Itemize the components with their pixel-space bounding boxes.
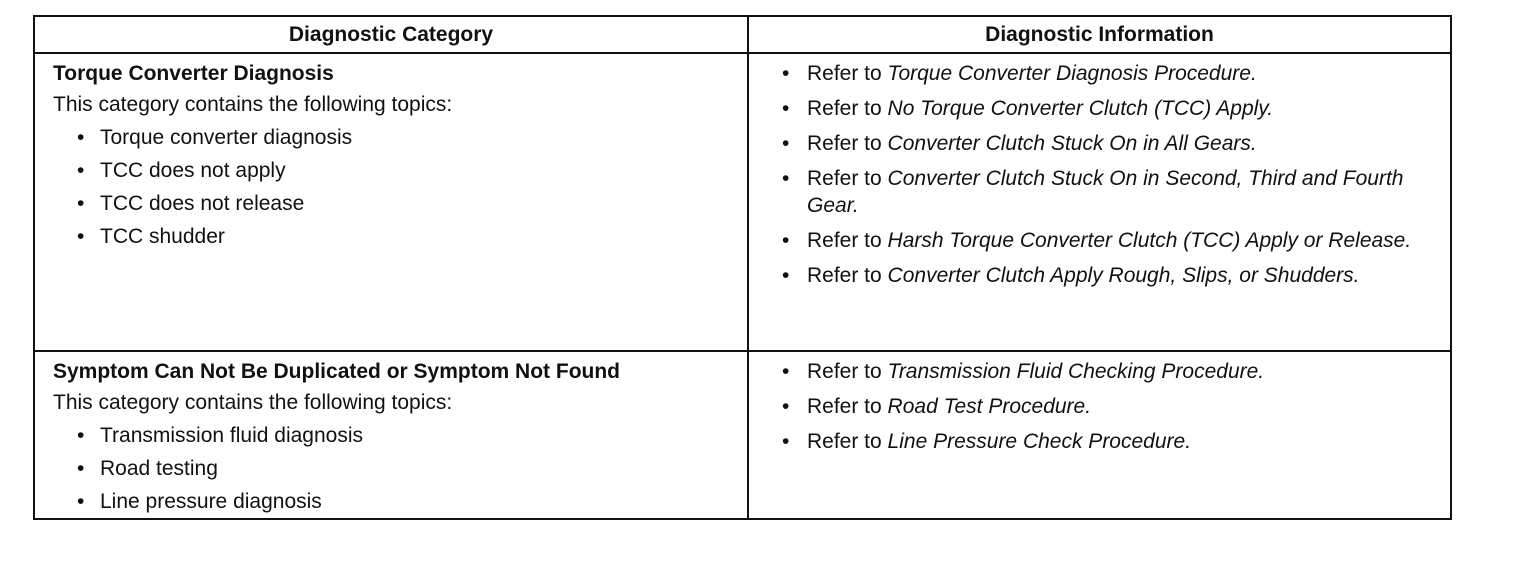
topic-item: • Line pressure diagnosis — [77, 485, 747, 518]
refer-prefix: Refer to — [807, 229, 882, 252]
reference-title: Converter Clutch Stuck On in All Gears. — [887, 132, 1257, 155]
topic-item: • Transmission fluid diagnosis — [77, 419, 747, 452]
reference-item — [782, 227, 1442, 254]
refer-prefix: Refer to — [807, 62, 882, 85]
table-row — [34, 53, 1451, 351]
topic-list — [53, 419, 747, 518]
reference-list — [782, 60, 1442, 289]
reference-title: Converter Clutch Stuck On in Second, Third and Fourth Gear. — [807, 167, 1404, 217]
category-intro: This category contains the following topics: — [53, 391, 453, 414]
category-title: Symptom Can Not Be Duplicated or Symptom Not Found — [53, 360, 621, 383]
reference-title: No Torque Converter Clutch (TCC) Apply. — [887, 97, 1274, 120]
reference-item — [782, 358, 1442, 385]
refer-prefix: Refer to — [807, 167, 882, 190]
reference-title: Road Test Procedure. — [887, 395, 1092, 418]
reference-title: Harsh Torque Converter Clutch (TCC) Apply or Release. — [887, 229, 1412, 252]
reference-item — [782, 165, 1442, 219]
diagnostic-table — [33, 15, 1452, 520]
information-cell — [748, 351, 1451, 519]
refer-prefix: Refer to — [807, 264, 882, 287]
reference-title: Line Pressure Check Procedure. — [887, 430, 1192, 453]
header-diagnostic-category: Diagnostic Category — [34, 16, 748, 53]
refer-prefix: Refer to — [807, 97, 882, 120]
reference-title: Torque Converter Diagnosis Procedure. — [887, 62, 1257, 85]
refer-prefix: Refer to — [807, 395, 882, 418]
table-row — [34, 351, 1451, 519]
reference-title: Transmission Fluid Checking Procedure. — [887, 360, 1265, 383]
reference-item — [782, 262, 1442, 289]
category-cell — [34, 351, 748, 519]
refer-prefix: Refer to — [807, 360, 882, 383]
category-intro: This category contains the following topics: — [53, 93, 453, 116]
topic-item: • Road testing — [77, 452, 747, 485]
reference-item — [782, 428, 1442, 455]
topic-item: • TCC shudder — [77, 220, 747, 253]
category-cell — [34, 53, 748, 351]
refer-prefix: Refer to — [807, 132, 882, 155]
information-cell — [748, 53, 1451, 351]
topic-list — [53, 121, 747, 253]
reference-item — [782, 95, 1442, 122]
topic-item: • TCC does not release — [77, 187, 747, 220]
category-title: Torque Converter Diagnosis — [53, 62, 334, 85]
reference-item — [782, 393, 1442, 420]
reference-list — [782, 358, 1442, 455]
reference-item — [782, 130, 1442, 157]
refer-prefix: Refer to — [807, 430, 882, 453]
reference-item — [782, 60, 1442, 87]
topic-item: • TCC does not apply — [77, 154, 747, 187]
topic-item: • Torque converter diagnosis — [77, 121, 747, 154]
reference-title: Converter Clutch Apply Rough, Slips, or Shudders. — [887, 264, 1360, 287]
header-diagnostic-information: Diagnostic Information — [748, 16, 1451, 53]
table-header-row — [34, 16, 1451, 53]
